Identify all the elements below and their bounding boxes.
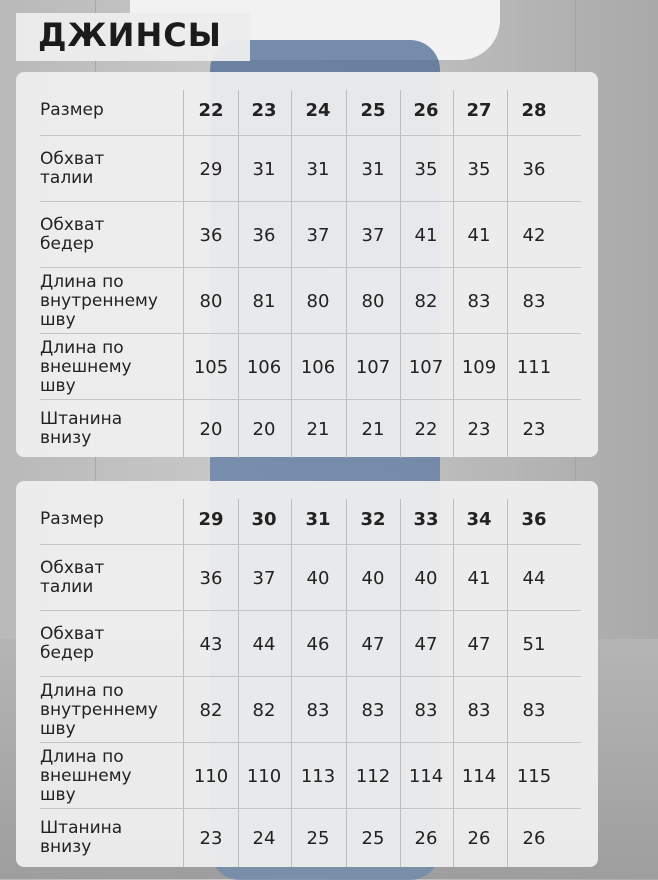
measurement-value: 44 bbox=[522, 567, 546, 589]
measurement-value: 82 bbox=[414, 290, 438, 312]
measurement-value: 36 bbox=[522, 158, 546, 180]
measurement-value: 26 bbox=[467, 827, 491, 849]
measurement-value: 112 bbox=[355, 765, 391, 787]
size-value: 36 bbox=[521, 508, 547, 530]
measurement-value: 26 bbox=[414, 827, 438, 849]
measurement-value: 41 bbox=[467, 567, 491, 589]
size-value: 31 bbox=[305, 508, 331, 530]
measurement-value: 31 bbox=[361, 158, 385, 180]
size-value: 33 bbox=[413, 508, 439, 530]
measurement-value: 81 bbox=[252, 290, 276, 312]
measurement-value: 23 bbox=[522, 418, 546, 440]
measurement-value: 40 bbox=[414, 567, 438, 589]
size-value: 22 bbox=[198, 99, 224, 121]
measurement-value: 20 bbox=[199, 418, 223, 440]
measurement-value: 110 bbox=[246, 765, 282, 787]
size-value: 30 bbox=[251, 508, 277, 530]
measurement-value: 80 bbox=[361, 290, 385, 312]
size-header-label: Размер bbox=[40, 508, 104, 529]
measurement-value: 83 bbox=[361, 699, 385, 721]
measurement-value: 83 bbox=[467, 290, 491, 312]
measurement-label: Длина по внешнему шву bbox=[40, 746, 132, 805]
measurement-value: 83 bbox=[522, 699, 546, 721]
measurement-value: 21 bbox=[306, 418, 330, 440]
measurement-value: 105 bbox=[193, 356, 229, 378]
measurement-value: 82 bbox=[252, 699, 276, 721]
measurement-value: 46 bbox=[306, 633, 330, 655]
measurement-value: 107 bbox=[355, 356, 391, 378]
size-value: 25 bbox=[360, 99, 386, 121]
measurement-value: 109 bbox=[461, 356, 497, 378]
measurement-value: 37 bbox=[306, 224, 330, 246]
measurement-value: 23 bbox=[467, 418, 491, 440]
size-value: 27 bbox=[466, 99, 492, 121]
measurement-value: 35 bbox=[467, 158, 491, 180]
measurement-label: Обхват бедер bbox=[40, 215, 105, 254]
measurement-label: Обхват талии bbox=[40, 149, 105, 188]
measurement-value: 111 bbox=[516, 356, 552, 378]
size-value: 26 bbox=[413, 99, 439, 121]
measurement-value: 43 bbox=[199, 633, 223, 655]
measurement-value: 31 bbox=[306, 158, 330, 180]
size-value: 32 bbox=[360, 508, 386, 530]
measurement-value: 106 bbox=[246, 356, 282, 378]
measurement-label: Штанина внизу bbox=[40, 409, 123, 448]
measurement-value: 23 bbox=[199, 827, 223, 849]
measurement-value: 80 bbox=[306, 290, 330, 312]
measurement-label: Длина по внешнему шву bbox=[40, 337, 132, 396]
measurement-value: 114 bbox=[408, 765, 444, 787]
measurement-value: 36 bbox=[199, 224, 223, 246]
measurement-label: Длина по внутреннему шву bbox=[40, 271, 158, 330]
size-value: 29 bbox=[198, 508, 224, 530]
measurement-value: 25 bbox=[306, 827, 330, 849]
measurement-value: 114 bbox=[461, 765, 497, 787]
measurement-row bbox=[40, 400, 581, 458]
measurement-row bbox=[40, 268, 581, 334]
measurement-label: Длина по внутреннему шву bbox=[40, 680, 158, 739]
measurement-value: 47 bbox=[467, 633, 491, 655]
size-header-row bbox=[40, 493, 581, 545]
measurement-value: 36 bbox=[199, 567, 223, 589]
measurement-value: 21 bbox=[361, 418, 385, 440]
measurement-row bbox=[40, 809, 581, 867]
size-header-label: Размер bbox=[40, 99, 104, 120]
measurement-value: 106 bbox=[300, 356, 336, 378]
measurement-value: 47 bbox=[414, 633, 438, 655]
measurement-value: 83 bbox=[414, 699, 438, 721]
measurement-value: 113 bbox=[300, 765, 336, 787]
measurement-label: Штанина внизу bbox=[40, 818, 123, 857]
measurement-value: 20 bbox=[252, 418, 276, 440]
size-header-row bbox=[40, 84, 581, 136]
title-banner bbox=[16, 13, 250, 61]
measurement-value: 25 bbox=[361, 827, 385, 849]
measurement-value: 40 bbox=[306, 567, 330, 589]
size-table-2 bbox=[16, 481, 598, 867]
measurement-label: Обхват талии bbox=[40, 558, 105, 597]
measurement-row bbox=[40, 202, 581, 268]
measurement-value: 42 bbox=[522, 224, 546, 246]
measurement-value: 47 bbox=[361, 633, 385, 655]
measurement-row bbox=[40, 334, 581, 400]
size-value: 34 bbox=[466, 508, 492, 530]
measurement-value: 26 bbox=[522, 827, 546, 849]
page-title: ДЖИНСЫ bbox=[38, 16, 222, 54]
size-value: 28 bbox=[521, 99, 547, 121]
measurement-row bbox=[40, 136, 581, 202]
measurement-value: 37 bbox=[252, 567, 276, 589]
measurement-value: 41 bbox=[414, 224, 438, 246]
measurement-value: 107 bbox=[408, 356, 444, 378]
measurement-value: 110 bbox=[193, 765, 229, 787]
measurement-value: 44 bbox=[252, 633, 276, 655]
measurement-value: 83 bbox=[306, 699, 330, 721]
measurement-value: 24 bbox=[252, 827, 276, 849]
measurement-row bbox=[40, 545, 581, 611]
measurement-row bbox=[40, 611, 581, 677]
measurement-row bbox=[40, 677, 581, 743]
measurement-row bbox=[40, 743, 581, 809]
measurement-value: 82 bbox=[199, 699, 223, 721]
measurement-value: 36 bbox=[252, 224, 276, 246]
measurement-value: 51 bbox=[522, 633, 546, 655]
measurement-value: 83 bbox=[522, 290, 546, 312]
measurement-value: 29 bbox=[199, 158, 223, 180]
measurement-value: 83 bbox=[467, 699, 491, 721]
size-value: 23 bbox=[251, 99, 277, 121]
measurement-value: 35 bbox=[414, 158, 438, 180]
measurement-value: 115 bbox=[516, 765, 552, 787]
measurement-value: 37 bbox=[361, 224, 385, 246]
measurement-value: 40 bbox=[361, 567, 385, 589]
size-table-1 bbox=[16, 72, 598, 457]
measurement-value: 80 bbox=[199, 290, 223, 312]
measurement-value: 22 bbox=[414, 418, 438, 440]
measurement-value: 41 bbox=[467, 224, 491, 246]
measurement-label: Обхват бедер bbox=[40, 624, 105, 663]
size-value: 24 bbox=[305, 99, 331, 121]
measurement-value: 31 bbox=[252, 158, 276, 180]
